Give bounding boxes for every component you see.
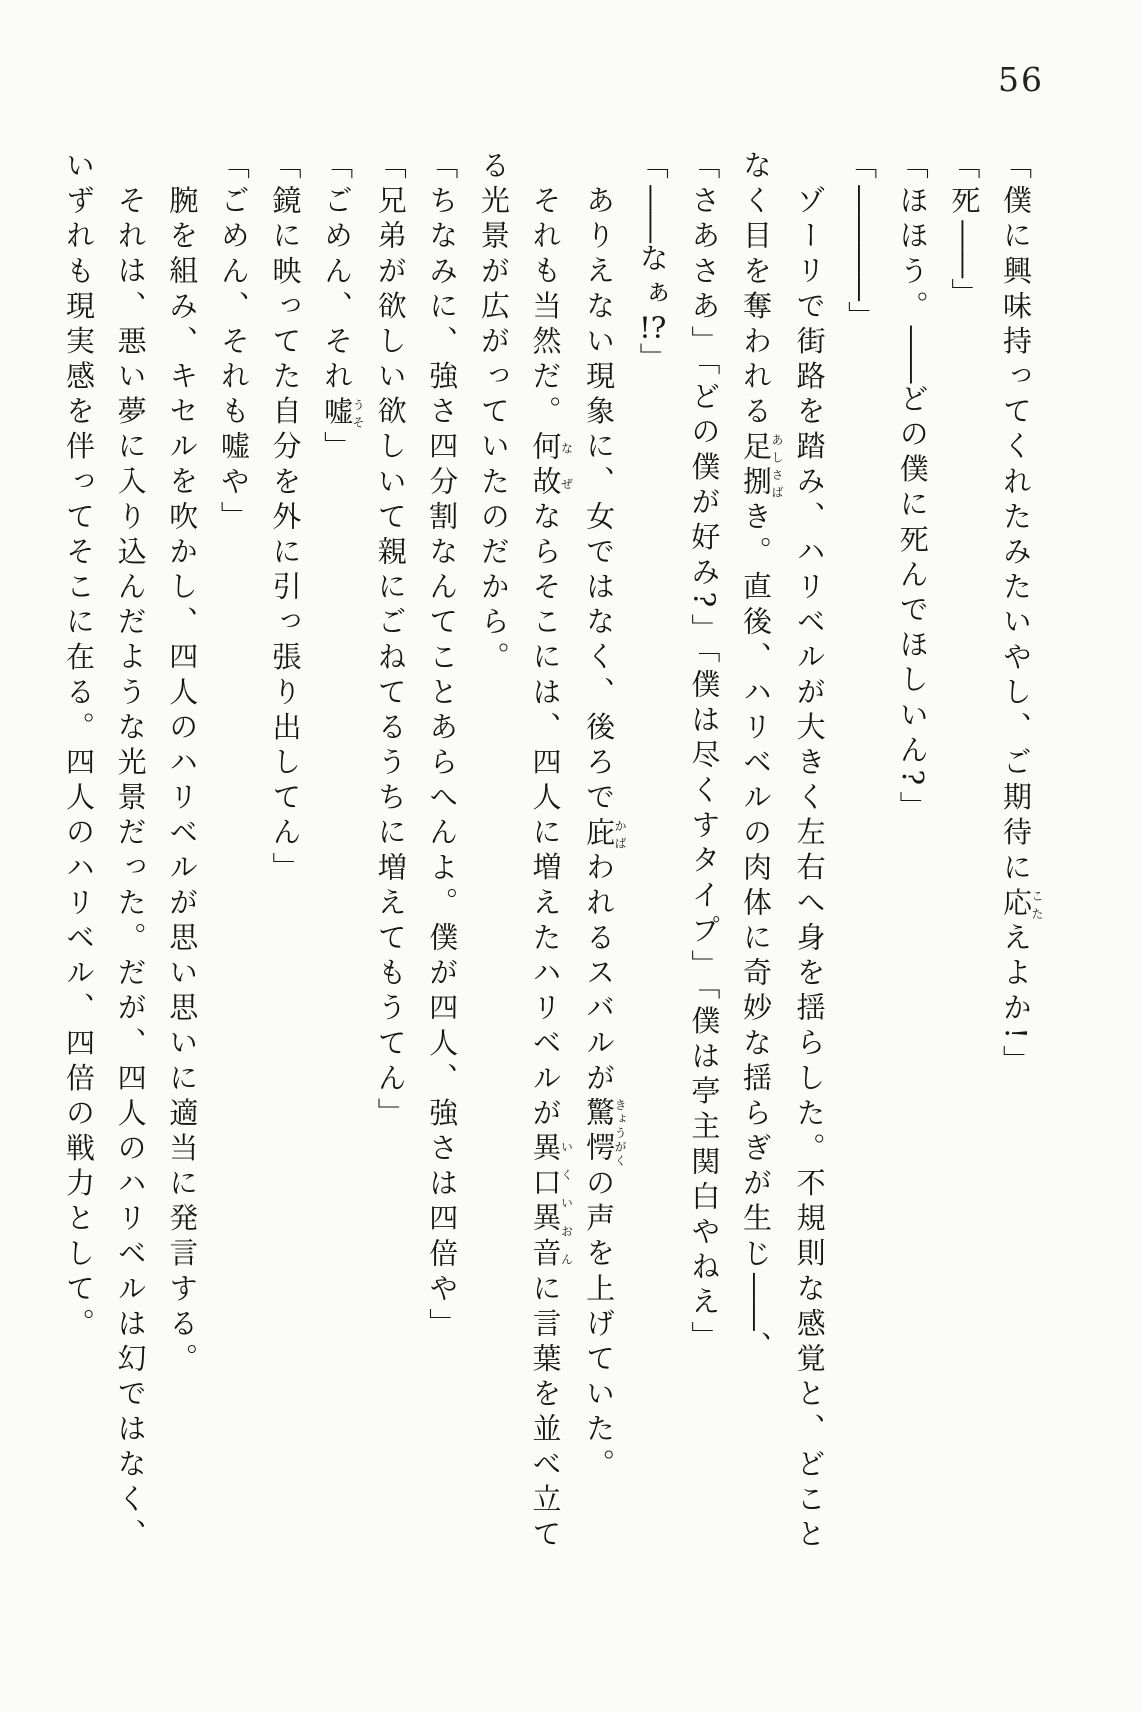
vertical-text-block <box>52 150 1043 1570</box>
text-column-8: 「――なぁ!?」 <box>635 150 670 378</box>
ruby-annotated-word: 驚愕きょうがく <box>582 1097 628 1168</box>
text-column-14: 「ごめん、それ嘘うそ」 <box>320 150 366 466</box>
text-column-9: ありえない現象に、女ではなく、後ろで庇かばわれるスバルが驚愕きょうがくの声を上げていた。 <box>582 185 628 1484</box>
text-column-13: 「兄弟が欲しい欲しいて親にごねてるうちに増えてもうてん」 <box>373 150 408 1133</box>
text-column-18: それは、悪い夢に入り込んだような光景だった。だが、四人のハリベルは幻ではなく、 <box>113 185 148 1554</box>
em-dash-rule: ―― <box>738 1272 773 1331</box>
text-column-12: 「ちなみに、強さ四分割なんてことあらへんよ。僕が四人、強さは四倍や」 <box>425 150 460 1344</box>
text-column-10: それも当然だ。何故なぜならそこには、四人に増えたハリベルが異口異音いくいおんに言葉を並べ立て <box>528 185 574 1554</box>
em-dash-rule: ―― <box>947 220 982 279</box>
ruby-annotated-word: 嘘うそ <box>320 395 366 431</box>
text-column-11: る光景が広がっていたのだから。 <box>476 150 511 677</box>
em-dash-rule: ―― <box>635 185 670 244</box>
text-column-6: なく目を奪われる足捌あしさばき。直後、ハリベルの肉体に奇妙な揺らぎが生じ――、 <box>738 150 784 1366</box>
ruby-annotated-word: 異口異音いくいおん <box>528 1132 574 1273</box>
text-column-15: 「鏡に映ってた自分を外に引っ張り出してん」 <box>268 150 303 887</box>
text-column-1: 「僕に興味持ってくれたみたいやし、ご期待に応こたえよか!」 <box>999 150 1044 1081</box>
ruby-annotated-word: 何故なぜ <box>528 430 574 501</box>
text-column-16: 「ごめん、それも嘘や」 <box>216 150 251 536</box>
em-dash-rule: ―――― <box>844 185 879 302</box>
text-column-4: 「――――」 <box>844 150 879 337</box>
text-column-2: 「死――」 <box>947 150 982 314</box>
text-column-3: 「ほほう。――どの僕に死んでほしいん?」 <box>895 150 930 827</box>
text-column-7: 「さあさあ」「どの僕が好み?」「僕は尽くすタイプ」「僕は亭主関白やねえ」 <box>687 150 722 1357</box>
text-column-17: 腕を組み、キセルを吹かし、四人のハリベルが思い思いに適当に発言する。 <box>165 185 200 1379</box>
em-dash-rule: ―― <box>895 325 930 384</box>
ruby-annotated-word: 庇かば <box>582 816 628 852</box>
text-column-5: ゾーリで街路を踏み、ハリベルが大きく左右へ身を揺らした。不規則な感覚と、どこと <box>792 185 827 1554</box>
ruby-annotated-word: 応こた <box>999 886 1044 922</box>
tatechuyoko-exclamation: !? <box>639 313 667 343</box>
ruby-annotated-word: 足捌あしさば <box>738 430 784 501</box>
text-column-19: いずれも現実感を伴ってそこに在る。四人のハリベル、四倍の戦力として。 <box>62 150 97 1344</box>
page-number: 56 <box>998 60 1044 99</box>
